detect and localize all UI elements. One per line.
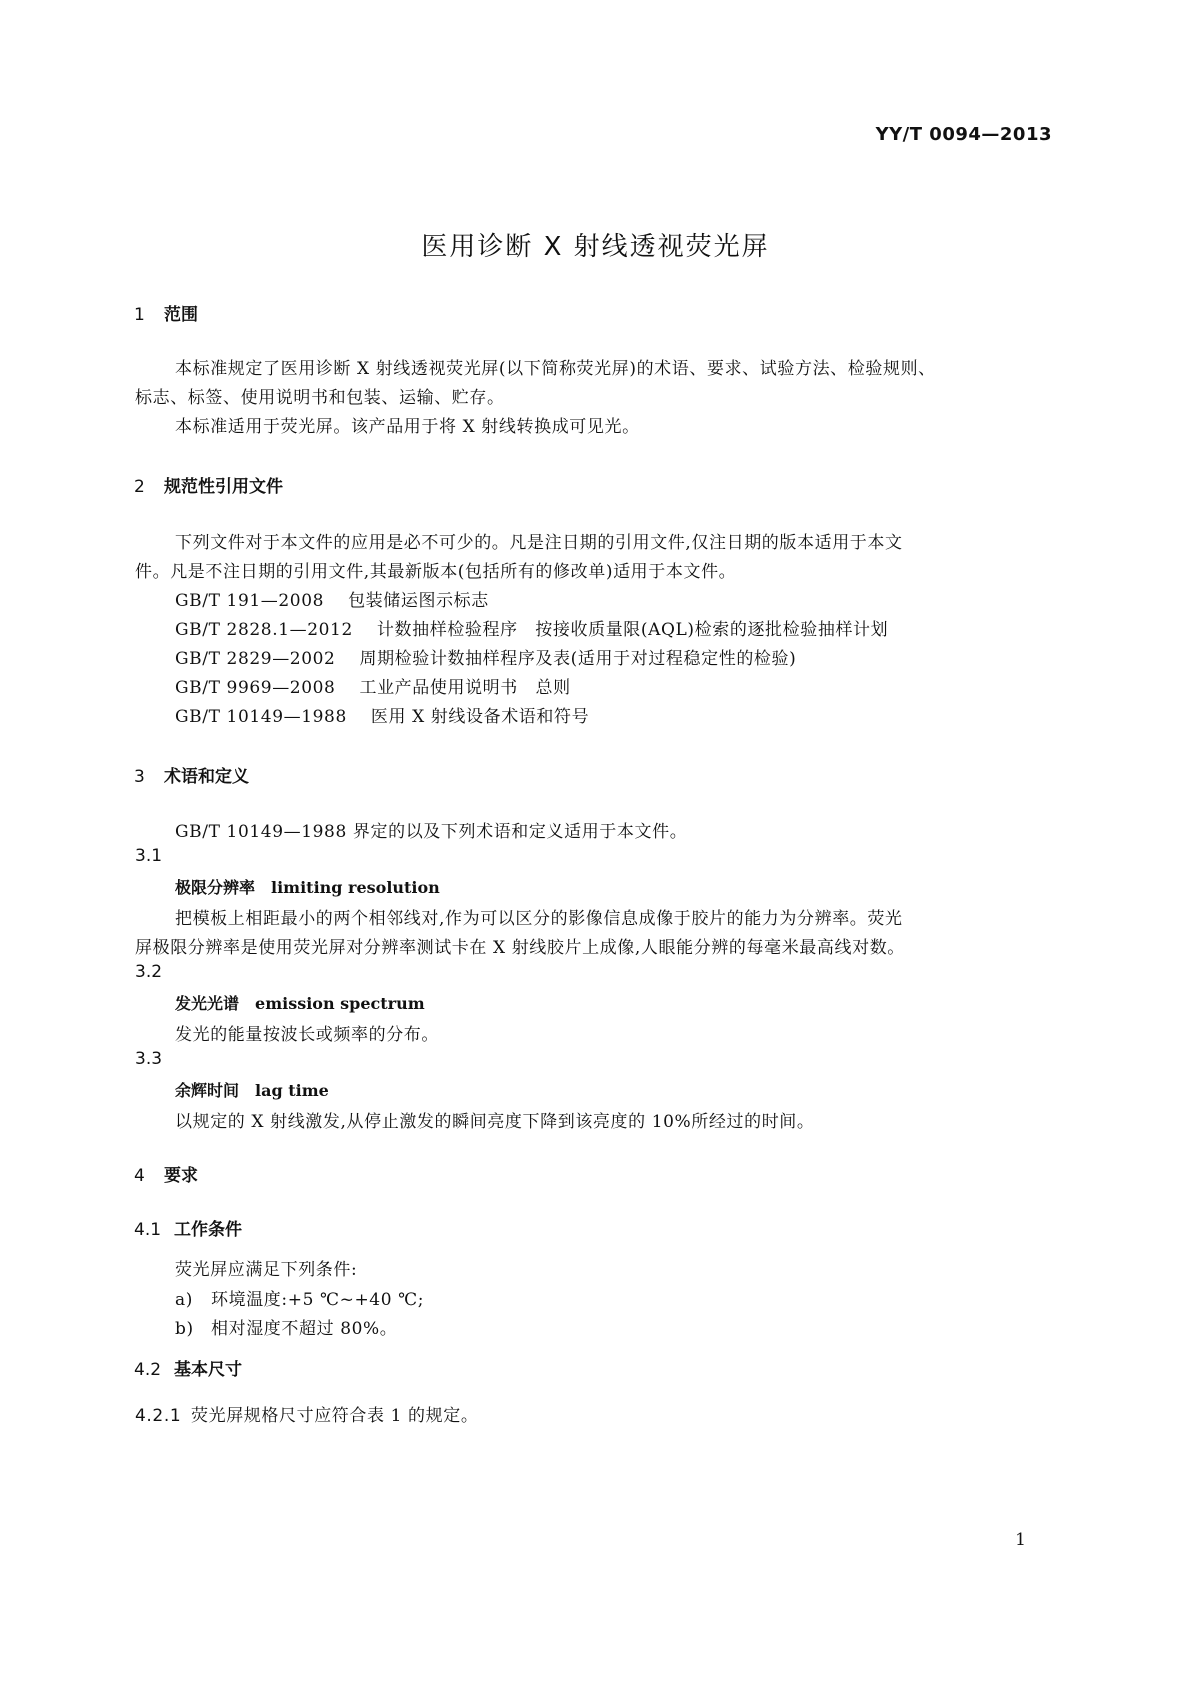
paragraph: GB/T 10149—1988 界定的以及下列术语和定义适用于本文件。 xyxy=(175,822,688,842)
term-heading xyxy=(175,991,425,1014)
reference-item xyxy=(175,702,589,727)
paragraph: 本标准适用于荧光屏。该产品用于将 X 射线转换成可见光。 xyxy=(175,417,640,437)
term-heading xyxy=(175,875,440,898)
section-1-heading xyxy=(134,300,198,325)
section-title: 要求 xyxy=(164,1166,198,1186)
paragraph: 标志、标签、使用说明书和包装、运输、贮存。 xyxy=(135,388,505,408)
term-definition: 以规定的 X 射线激发,从停止激发的瞬间亮度下降到该亮度的 10%所经过的时间。 xyxy=(175,1112,815,1132)
reference-title: 医用 X 射线设备术语和符号 xyxy=(370,707,590,727)
section-title: 规范性引用文件 xyxy=(164,477,283,497)
term-zh: 发光光谱 xyxy=(175,994,240,1013)
term-heading xyxy=(175,1078,329,1101)
section-number: 4.2 xyxy=(134,1360,162,1380)
term-definition: 发光的能量按波长或频率的分布。 xyxy=(175,1025,439,1045)
reference-code: GB/T 10149—1988 xyxy=(175,707,347,727)
standard-number: YY/T 0094—2013 xyxy=(875,124,1052,145)
clause-text: 荧光屏规格尺寸应符合表 1 的规定。 xyxy=(191,1406,479,1426)
term-number: 3.1 xyxy=(135,846,163,866)
term-en: lag time xyxy=(255,1081,329,1100)
section-number: 3 xyxy=(134,767,145,787)
list-label: a) xyxy=(175,1290,193,1310)
list-text: 相对湿度不超过 80%。 xyxy=(211,1319,398,1339)
section-3-heading xyxy=(134,762,249,787)
section-title: 工作条件 xyxy=(174,1220,242,1240)
term-zh: 余辉时间 xyxy=(175,1081,240,1100)
reference-code: GB/T 2829—2002 xyxy=(175,649,336,669)
section-number: 2 xyxy=(134,477,145,497)
section-4-heading xyxy=(134,1161,198,1186)
paragraph: 下列文件对于本文件的应用是必不可少的。凡是注日期的引用文件,仅注日期的版本适用于本文 xyxy=(175,533,903,553)
list-text: 环境温度:+5 ℃~+40 ℃; xyxy=(211,1290,425,1310)
clause-4-2-1 xyxy=(135,1401,478,1426)
subsection-4-1-heading xyxy=(134,1215,242,1240)
reference-title: 包装储运图示标志 xyxy=(348,591,489,611)
section-number: 4 xyxy=(134,1166,145,1186)
list-item xyxy=(175,1314,397,1339)
term-number: 3.2 xyxy=(135,962,163,982)
reference-code: GB/T 191—2008 xyxy=(175,591,325,611)
reference-item xyxy=(175,615,888,640)
paragraph: 件。凡是不注日期的引用文件,其最新版本(包括所有的修改单)适用于本文件。 xyxy=(135,562,737,582)
section-title: 基本尺寸 xyxy=(174,1360,242,1380)
section-title: 范围 xyxy=(164,305,198,325)
page-number: 1 xyxy=(1015,1530,1026,1550)
term-en: emission spectrum xyxy=(255,994,425,1013)
list-label: b) xyxy=(175,1319,194,1339)
reference-code: GB/T 2828.1—2012 xyxy=(175,620,353,640)
term-definition: 屏极限分辨率是使用荧光屏对分辨率测试卡在 X 射线胶片上成像,人眼能分辨的每毫米最高线对数。 xyxy=(135,938,905,958)
section-title: 术语和定义 xyxy=(164,767,249,787)
section-2-heading xyxy=(134,472,283,497)
reference-title: 周期检验计数抽样程序及表(适用于对过程稳定性的检验) xyxy=(359,649,797,669)
reference-code: GB/T 9969—2008 xyxy=(175,678,336,698)
term-number: 3.3 xyxy=(135,1049,163,1069)
section-number: 4.1 xyxy=(134,1220,162,1240)
term-definition: 把模板上相距最小的两个相邻线对,作为可以区分的影像信息成像于胶片的能力为分辨率。荧光 xyxy=(175,909,903,929)
clause-number: 4.2.1 xyxy=(135,1406,182,1426)
term-zh: 极限分辨率 xyxy=(175,878,256,897)
reference-item xyxy=(175,644,796,669)
paragraph: 本标准规定了医用诊断 X 射线透视荧光屏(以下简称荧光屏)的术语、要求、试验方法、检验规则、 xyxy=(175,359,936,379)
subsection-4-2-heading xyxy=(134,1355,242,1380)
list-item xyxy=(175,1285,424,1310)
document-title: 医用诊断 X 射线透视荧光屏 xyxy=(421,232,770,262)
term-en: limiting resolution xyxy=(271,878,440,897)
reference-item xyxy=(175,673,571,698)
paragraph: 荧光屏应满足下列条件: xyxy=(175,1260,358,1280)
reference-title: 工业产品使用说明书 总则 xyxy=(359,678,571,698)
reference-title: 计数抽样检验程序 按接收质量限(AQL)检索的逐批检验抽样计划 xyxy=(376,620,889,640)
reference-item xyxy=(175,586,489,611)
section-number: 1 xyxy=(134,305,145,325)
